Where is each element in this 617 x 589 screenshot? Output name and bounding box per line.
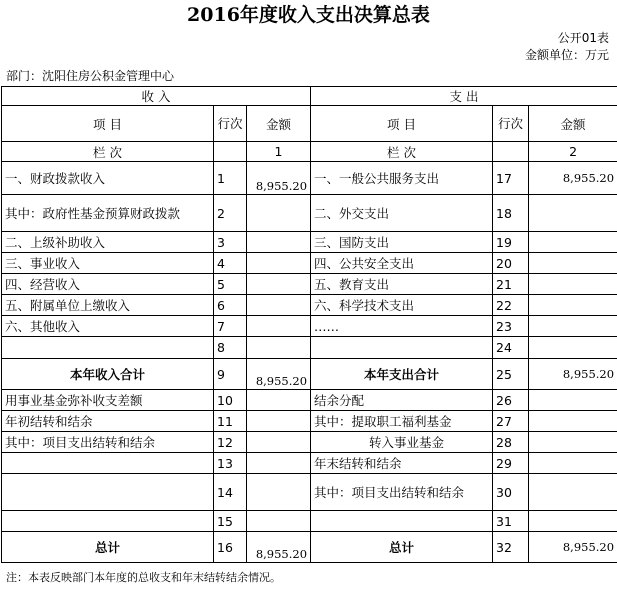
income-item bbox=[2, 511, 214, 532]
expense-amount bbox=[529, 432, 617, 453]
income-amount bbox=[247, 295, 311, 316]
income-line: 14 bbox=[214, 474, 247, 511]
expense-amount bbox=[529, 411, 617, 432]
income-amount bbox=[247, 316, 311, 337]
column-header-row bbox=[2, 106, 617, 142]
table-row bbox=[2, 359, 617, 390]
expense-line: 19 bbox=[493, 232, 529, 253]
table-row bbox=[2, 274, 617, 295]
income-subtotal-amount: 8,955.20 bbox=[247, 359, 311, 390]
expense-section-header: 支 出 bbox=[311, 87, 617, 106]
expense-line: 18 bbox=[493, 195, 529, 232]
income-section-header: 收 入 bbox=[2, 87, 311, 106]
expense-column-blank bbox=[493, 142, 529, 162]
table-row bbox=[2, 295, 617, 316]
expense-line: 17 bbox=[493, 162, 529, 195]
income-item: 年初结转和结余 bbox=[2, 411, 214, 432]
expense-item: 二、外交支出 bbox=[311, 195, 493, 232]
income-amount bbox=[247, 453, 311, 474]
income-amount bbox=[247, 253, 311, 274]
table-row bbox=[2, 432, 617, 453]
expense-line: 20 bbox=[493, 253, 529, 274]
footnote: 注：本表反映部门本年度的总收支和年末结转结余情况。 bbox=[6, 571, 281, 584]
table-row bbox=[2, 162, 617, 195]
expense-item bbox=[311, 511, 493, 532]
income-amount bbox=[247, 195, 311, 232]
income-amount: 8,955.20 bbox=[247, 162, 311, 195]
income-item: 其中：项目支出结转和结余 bbox=[2, 432, 214, 453]
expense-line-header: 行次 bbox=[493, 106, 529, 142]
table-row bbox=[2, 453, 617, 474]
expense-item: 六、科学技术支出 bbox=[311, 295, 493, 316]
expense-amount bbox=[529, 295, 617, 316]
income-line: 15 bbox=[214, 511, 247, 532]
expense-item: 三、国防支出 bbox=[311, 232, 493, 253]
income-total-amount: 8,955.20 bbox=[247, 532, 311, 563]
expense-item: 四、公共安全支出 bbox=[311, 253, 493, 274]
expense-item-header: 项 目 bbox=[311, 106, 493, 142]
expense-amount-header: 金额 bbox=[529, 106, 617, 142]
income-amount bbox=[247, 274, 311, 295]
income-subtotal-label: 本年收入合计 bbox=[2, 359, 214, 390]
table-row bbox=[2, 532, 617, 563]
expense-item: 一、一般公共服务支出 bbox=[311, 162, 493, 195]
income-item: 用事业基金弥补收支差额 bbox=[2, 390, 214, 411]
form-code: 公开01表 bbox=[557, 31, 609, 45]
expense-line: 31 bbox=[493, 511, 529, 532]
expense-line: 24 bbox=[493, 337, 529, 359]
report-title: 2016年度收入支出决算总表 bbox=[187, 4, 430, 26]
income-item bbox=[2, 453, 214, 474]
expense-line: 22 bbox=[493, 295, 529, 316]
income-item: 其中：政府性基金预算财政拨款 bbox=[2, 195, 214, 232]
income-item: 三、事业收入 bbox=[2, 253, 214, 274]
expense-item: 五、教育支出 bbox=[311, 274, 493, 295]
income-line: 12 bbox=[214, 432, 247, 453]
income-item: 四、经营收入 bbox=[2, 274, 214, 295]
expense-item: 年末结转和结余 bbox=[311, 453, 493, 474]
department-label: 部门：沈阳住房公积金管理中心 bbox=[6, 69, 175, 83]
expense-amount bbox=[529, 195, 617, 232]
expense-item: …… bbox=[311, 316, 493, 337]
income-line: 7 bbox=[214, 316, 247, 337]
table-row bbox=[2, 390, 617, 411]
expense-amount: 8,955.20 bbox=[529, 162, 617, 195]
expense-amount bbox=[529, 337, 617, 359]
income-amount bbox=[247, 232, 311, 253]
expense-line: 21 bbox=[493, 274, 529, 295]
expense-item: 结余分配 bbox=[311, 390, 493, 411]
expense-subtotal-label: 本年支出合计 bbox=[311, 359, 493, 390]
expense-amount bbox=[529, 390, 617, 411]
income-item: 二、上级补助收入 bbox=[2, 232, 214, 253]
income-line: 5 bbox=[214, 274, 247, 295]
table-row bbox=[2, 195, 617, 232]
expense-line: 27 bbox=[493, 411, 529, 432]
expense-line: 28 bbox=[493, 432, 529, 453]
expense-amount bbox=[529, 316, 617, 337]
table-row bbox=[2, 511, 617, 532]
expense-amount bbox=[529, 274, 617, 295]
income-item: 一、财政拨款收入 bbox=[2, 162, 214, 195]
income-line: 1 bbox=[214, 162, 247, 195]
income-item bbox=[2, 474, 214, 511]
amount-unit: 金额单位：万元 bbox=[524, 48, 609, 62]
income-expense-table bbox=[1, 86, 617, 563]
income-item-header: 项 目 bbox=[2, 106, 214, 142]
income-line: 9 bbox=[214, 359, 247, 390]
income-amount bbox=[247, 432, 311, 453]
expense-item: 其中：提取职工福利基金 bbox=[311, 411, 493, 432]
income-item: 六、其他收入 bbox=[2, 316, 214, 337]
income-amount bbox=[247, 474, 311, 511]
income-line: 10 bbox=[214, 390, 247, 411]
income-amount bbox=[247, 511, 311, 532]
income-line: 16 bbox=[214, 532, 247, 563]
income-line-header: 行次 bbox=[214, 106, 247, 142]
income-total-label: 总计 bbox=[2, 532, 214, 563]
expense-total-amount: 8,955.20 bbox=[529, 532, 617, 563]
expense-amount bbox=[529, 232, 617, 253]
income-line: 4 bbox=[214, 253, 247, 274]
income-item: 五、附属单位上缴收入 bbox=[2, 295, 214, 316]
expense-amount bbox=[529, 453, 617, 474]
expense-column-label: 栏 次 bbox=[311, 142, 493, 162]
income-column-blank bbox=[214, 142, 247, 162]
income-line: 11 bbox=[214, 411, 247, 432]
table-row bbox=[2, 253, 617, 274]
expense-item: 转入事业基金 bbox=[311, 432, 493, 453]
expense-item: 其中：项目支出结转和结余 bbox=[311, 474, 493, 511]
income-line: 13 bbox=[214, 453, 247, 474]
income-line: 6 bbox=[214, 295, 247, 316]
income-amount bbox=[247, 390, 311, 411]
expense-line: 32 bbox=[493, 532, 529, 563]
expense-subtotal-amount: 8,955.20 bbox=[529, 359, 617, 390]
expense-line: 25 bbox=[493, 359, 529, 390]
expense-column-number: 2 bbox=[529, 142, 617, 162]
income-amount bbox=[247, 337, 311, 359]
income-line: 8 bbox=[214, 337, 247, 359]
income-item bbox=[2, 337, 214, 359]
expense-item bbox=[311, 337, 493, 359]
table-row bbox=[2, 316, 617, 337]
section-header-row bbox=[2, 87, 617, 106]
expense-amount bbox=[529, 511, 617, 532]
expense-line: 26 bbox=[493, 390, 529, 411]
expense-line: 30 bbox=[493, 474, 529, 511]
expense-amount bbox=[529, 474, 617, 511]
income-line: 3 bbox=[214, 232, 247, 253]
income-amount-header: 金额 bbox=[247, 106, 311, 142]
table-row bbox=[2, 232, 617, 253]
column-index-row bbox=[2, 142, 617, 162]
income-column-number: 1 bbox=[247, 142, 311, 162]
expense-line: 29 bbox=[493, 453, 529, 474]
expense-total-label: 总计 bbox=[311, 532, 493, 563]
income-line: 2 bbox=[214, 195, 247, 232]
table-row bbox=[2, 474, 617, 511]
table-row bbox=[2, 337, 617, 359]
table-row bbox=[2, 411, 617, 432]
income-amount bbox=[247, 411, 311, 432]
expense-amount bbox=[529, 253, 617, 274]
income-column-label: 栏 次 bbox=[2, 142, 214, 162]
expense-line: 23 bbox=[493, 316, 529, 337]
